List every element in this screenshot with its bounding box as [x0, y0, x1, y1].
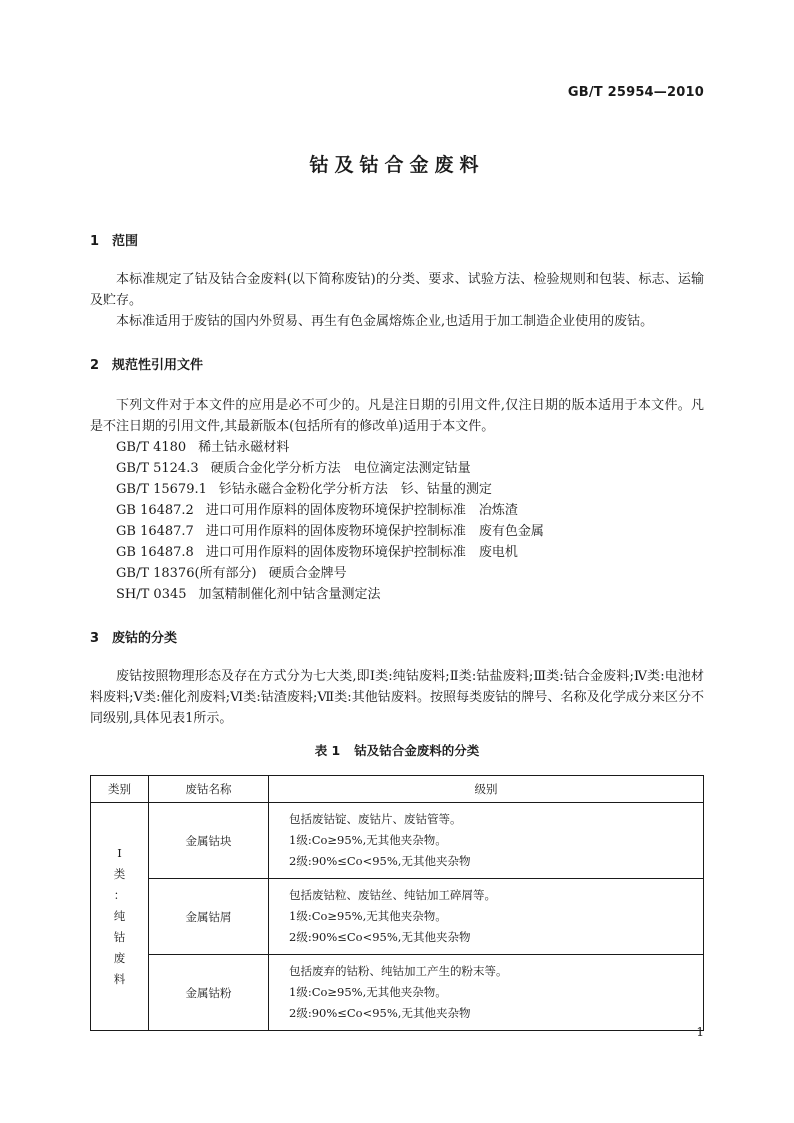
reference-code: GB/T 15679.1 [116, 482, 207, 497]
reference-title: 加氢精制催化剂中钴含量测定法 [198, 587, 381, 602]
reference-title: 进口可用作原料的固体废物环境保护控制标准 废有色金属 [205, 524, 544, 539]
grade-cell [269, 803, 704, 879]
reference-title: 稀土钴永磁材料 [198, 440, 290, 455]
column-header-name: 废钴名称 [149, 776, 269, 803]
category-char: 类 [113, 867, 126, 881]
grade-cell [269, 879, 704, 955]
scrap-name-cell: 金属钴屑 [149, 879, 269, 955]
reference-item [116, 542, 518, 563]
grade-line: 2级:90%≤Co<95%,无其他夹杂物 [289, 854, 471, 868]
table-caption-title: 钴及钴合金废料的分类 [354, 743, 480, 758]
reference-item [116, 584, 381, 605]
reference-title: 硬质合金牌号 [268, 566, 347, 581]
reference-title: 进口可用作原料的固体废物环境保护控制标准 废电机 [205, 545, 518, 560]
references-intro-paragraph: 下列文件对于本文件的应用是必不可少的。凡是注日期的引用文件,仅注日期的版本适用于本文件。凡是不注日期的引用文件,其最新版本(包括所有的修改单)适用于本文件。 [90, 398, 704, 434]
section-number: 3 [90, 631, 100, 646]
section-title: 规范性引用文件 [112, 358, 204, 373]
reference-code: GB 16487.2 [116, 503, 194, 518]
scope-paragraph-1: 本标准规定了钴及钴合金废料(以下简称废钴)的分类、要求、试验方法、检验规则和包装、标志、运输及贮存。 [90, 272, 704, 308]
reference-item [116, 500, 518, 521]
category-cell [91, 803, 149, 1031]
table-row [91, 803, 704, 879]
scrap-name-cell: 金属钴粉 [149, 955, 269, 1031]
grade-line: 包括废钴粒、废钴丝、纯钴加工碎屑等。 [289, 888, 496, 902]
reference-title: 钐钴永磁合金粉化学分析方法 钐、钴量的测定 [218, 482, 492, 497]
section-2-heading [90, 354, 203, 373]
scope-paragraph-2: 本标准适用于废钴的国内外贸易、再生有色金属熔炼企业,也适用于加工制造企业使用的废钴。 [116, 314, 654, 329]
table-row [91, 879, 704, 955]
table-caption [0, 741, 794, 759]
reference-code: GB/T 5124.3 [116, 461, 199, 476]
reference-code: GB 16487.8 [116, 545, 194, 560]
reference-item [116, 563, 347, 584]
category-char: 钴 [113, 930, 126, 944]
section-1-heading [90, 230, 138, 249]
grade-line: 包括废弃的钴粉、纯钴加工产生的粉末等。 [289, 964, 508, 978]
page-number: 1 [696, 1025, 704, 1039]
category-char: ： [113, 888, 126, 902]
reference-title: 硬质合金化学分析方法 电位滴定法测定钴量 [210, 461, 471, 476]
reference-item [116, 521, 544, 542]
section-title: 废钴的分类 [112, 631, 178, 646]
table-caption-number: 表 1 [314, 743, 341, 758]
reference-item [116, 458, 471, 479]
grade-line: 1级:Co≥95%,无其他夹杂物。 [289, 833, 447, 847]
grade-line: 1级:Co≥95%,无其他夹杂物。 [289, 985, 447, 999]
scrap-name-cell: 金属钴块 [149, 803, 269, 879]
category-char: Ⅰ [117, 846, 122, 860]
classification-table [90, 775, 704, 1031]
grade-line: 包括废钴锭、废钴片、废钴管等。 [289, 812, 462, 826]
grade-line: 2级:90%≤Co<95%,无其他夹杂物 [289, 930, 471, 944]
reference-item [116, 437, 289, 458]
grade-line: 2级:90%≤Co<95%,无其他夹杂物 [289, 1006, 471, 1020]
reference-code: GB/T 18376(所有部分) [116, 566, 257, 581]
reference-code: GB/T 4180 [116, 440, 187, 455]
grade-line: 1级:Co≥95%,无其他夹杂物。 [289, 909, 447, 923]
category-char: 纯 [113, 909, 126, 923]
column-header-category: 类别 [91, 776, 149, 803]
category-char: 废 [113, 951, 126, 965]
reference-title: 进口可用作原料的固体废物环境保护控制标准 冶炼渣 [205, 503, 518, 518]
standard-code: GB/T 25954—2010 [567, 85, 704, 100]
section-title: 范围 [112, 234, 139, 249]
reference-code: SH/T 0345 [116, 587, 187, 602]
section-number: 2 [90, 358, 100, 373]
grade-cell [269, 955, 704, 1031]
reference-code: GB 16487.7 [116, 524, 194, 539]
table-header-row [91, 776, 704, 803]
category-char: 料 [113, 972, 126, 986]
reference-item [116, 479, 492, 500]
section-3-heading [90, 627, 177, 646]
document-title: 钴及钴合金废料 [309, 154, 485, 176]
section-number: 1 [90, 234, 100, 249]
column-header-grade: 级别 [269, 776, 704, 803]
table-row [91, 955, 704, 1031]
classification-paragraph: 废钴按照物理形态及存在方式分为七大类,即Ⅰ类:纯钴废料;Ⅱ类:钴盐废料;Ⅲ类:钴合金废料;Ⅳ类:电池材料废料;Ⅴ类:催化剂废料;Ⅵ类:钴渣废料;Ⅶ类:其他钴废料。按照每类废钴的牌号、名称及化学成分来区分不同级别,具体见表1所示。 [90, 669, 704, 726]
